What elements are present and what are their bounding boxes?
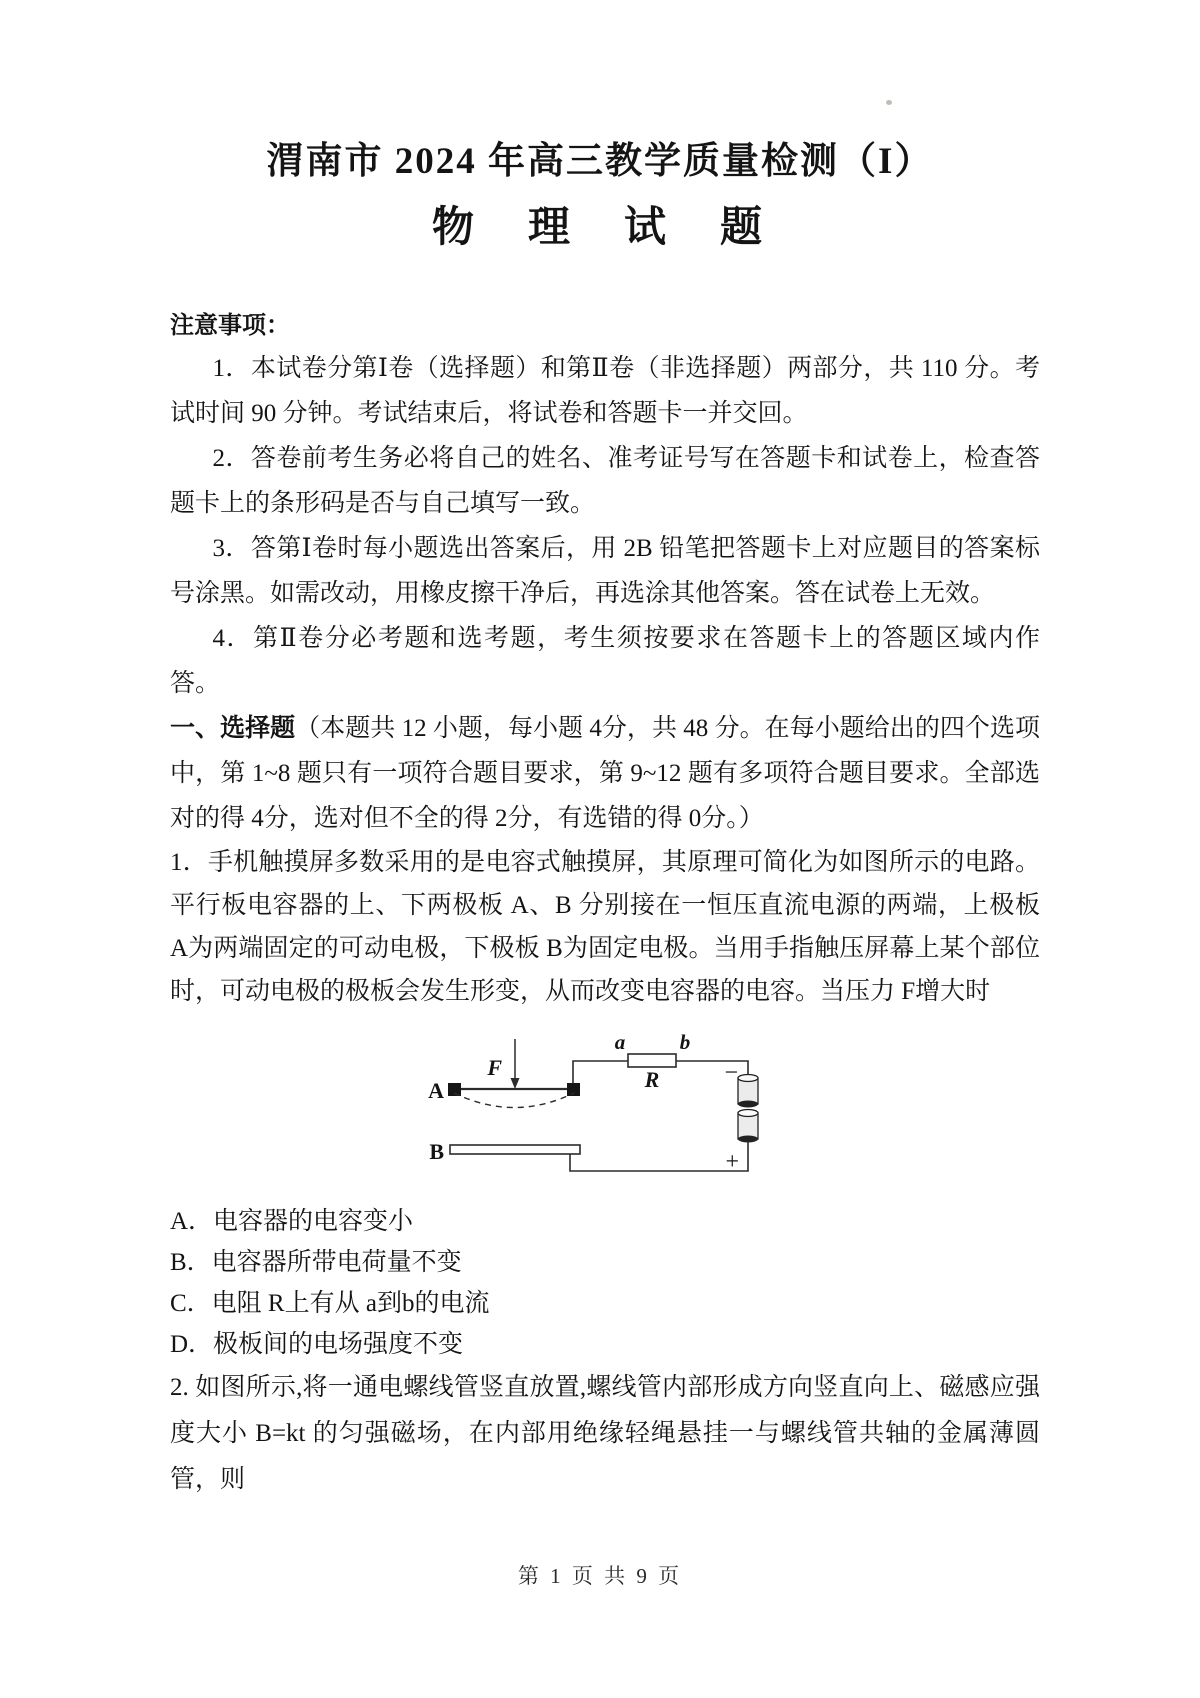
section-1-heading: 一、选择题 xyxy=(170,714,296,742)
notice-item-4: 4．第Ⅱ卷分必考题和选考题，考生须按要求在答题卡上的答题区域内作答。 xyxy=(170,625,1040,697)
resistor xyxy=(628,1054,676,1067)
plate-b xyxy=(450,1145,580,1154)
page-subtitle: 物 理 试 题 xyxy=(431,205,768,251)
plate-a-label: A xyxy=(428,1078,444,1103)
battery-plus-label: + xyxy=(725,1149,739,1175)
option-b: B．电容器所带电荷量不变 xyxy=(170,1249,462,1276)
document-body xyxy=(0,306,1200,1503)
scan-artifact-dot xyxy=(886,100,892,105)
plate-deflection-dashed-curve xyxy=(454,1093,574,1108)
force-label: F xyxy=(487,1055,502,1080)
option-a: A．电容器的电容变小 xyxy=(170,1208,414,1235)
plate-a-right-anchor xyxy=(567,1083,580,1096)
node-b-label: b xyxy=(679,1030,691,1054)
section-1-description: （本题共 12 小题，每小题 4分，共 48 分。在每小题给出的四个选项中，第 1~8 题只有一项符合题目要求，第 9~12 题有多项符合题目要求。全部选对的得 4分，选对但不全的得 2分，有选错的得 0分。） xyxy=(170,715,1040,832)
notice-item-3: 3．答第Ⅰ卷时每小题选出答案后，用 2B 铅笔把答题卡上对应题目的答案标号涂黑。如需改动，用橡皮擦干净后，再选涂其他答案。答在试卷上无效。 xyxy=(170,535,1040,607)
node-a-label: a xyxy=(614,1030,626,1054)
battery xyxy=(738,1075,758,1143)
page-title: 渭南市 2024 年高三教学质量检测（I） xyxy=(266,141,934,182)
force-arrow-head xyxy=(511,1078,520,1089)
question-2-text: 2. 如图所示,将一通电螺线管竖直放置,螺线管内部形成方向竖直向上、磁感应强度大小 B=kt 的匀强磁场，在内部用绝缘轻绳悬挂一与螺线管共轴的金属薄圆管，则 xyxy=(170,1374,1040,1493)
battery-minus-label: − xyxy=(724,1060,738,1086)
battery-cell-1-bottom xyxy=(738,1101,758,1108)
capacitor-circuit-diagram xyxy=(398,1029,770,1189)
option-c: C．电阻 R上有从 a到b的电流 xyxy=(170,1290,490,1317)
resistor-label: R xyxy=(644,1067,660,1092)
question-1-text: 1．手机触摸屏多数采用的是电容式触摸屏，其原理可简化为如图所示的电路。平行板电容器的上、下两极板 A、B 分别接在一恒压直流电源的两端，上极板 A为两端固定的可动电极，下极板 B为固定电极。当用手指触压屏幕上某个部位时，可动电极的极板会发生形变，从而改变电容器的电容。当压力 F增大时 xyxy=(170,849,1040,1005)
battery-cell-2-top xyxy=(738,1110,758,1117)
battery-cell-1-top xyxy=(738,1075,758,1082)
plate-b-label: B xyxy=(429,1139,444,1164)
question-1-options xyxy=(170,1201,1040,1365)
wire-top-left xyxy=(573,1061,628,1083)
option-d: D．极板间的电场强度不变 xyxy=(170,1331,464,1358)
wire-bottom xyxy=(570,1141,748,1171)
notice-item-1: 1．本试卷分第Ⅰ卷（选择题）和第Ⅱ卷（非选择题）两部分，共 110 分。考试时间 90 分钟。考试结束后，将试卷和答题卡一并交回。 xyxy=(170,355,1040,427)
plate-a-left-anchor xyxy=(448,1083,461,1096)
section-1-paragraph xyxy=(170,706,1040,841)
page-footer: 第 1 页 共 9 页 xyxy=(517,1564,683,1588)
question-1-circuit-figure xyxy=(398,1029,770,1189)
notice-heading: 注意事项： xyxy=(170,312,290,339)
notice-item-2: 2．答卷前考生务必将自己的姓名、准考证号写在答题卡和试卷上，检查答题卡上的条形码是否与自己填写一致。 xyxy=(170,445,1040,517)
